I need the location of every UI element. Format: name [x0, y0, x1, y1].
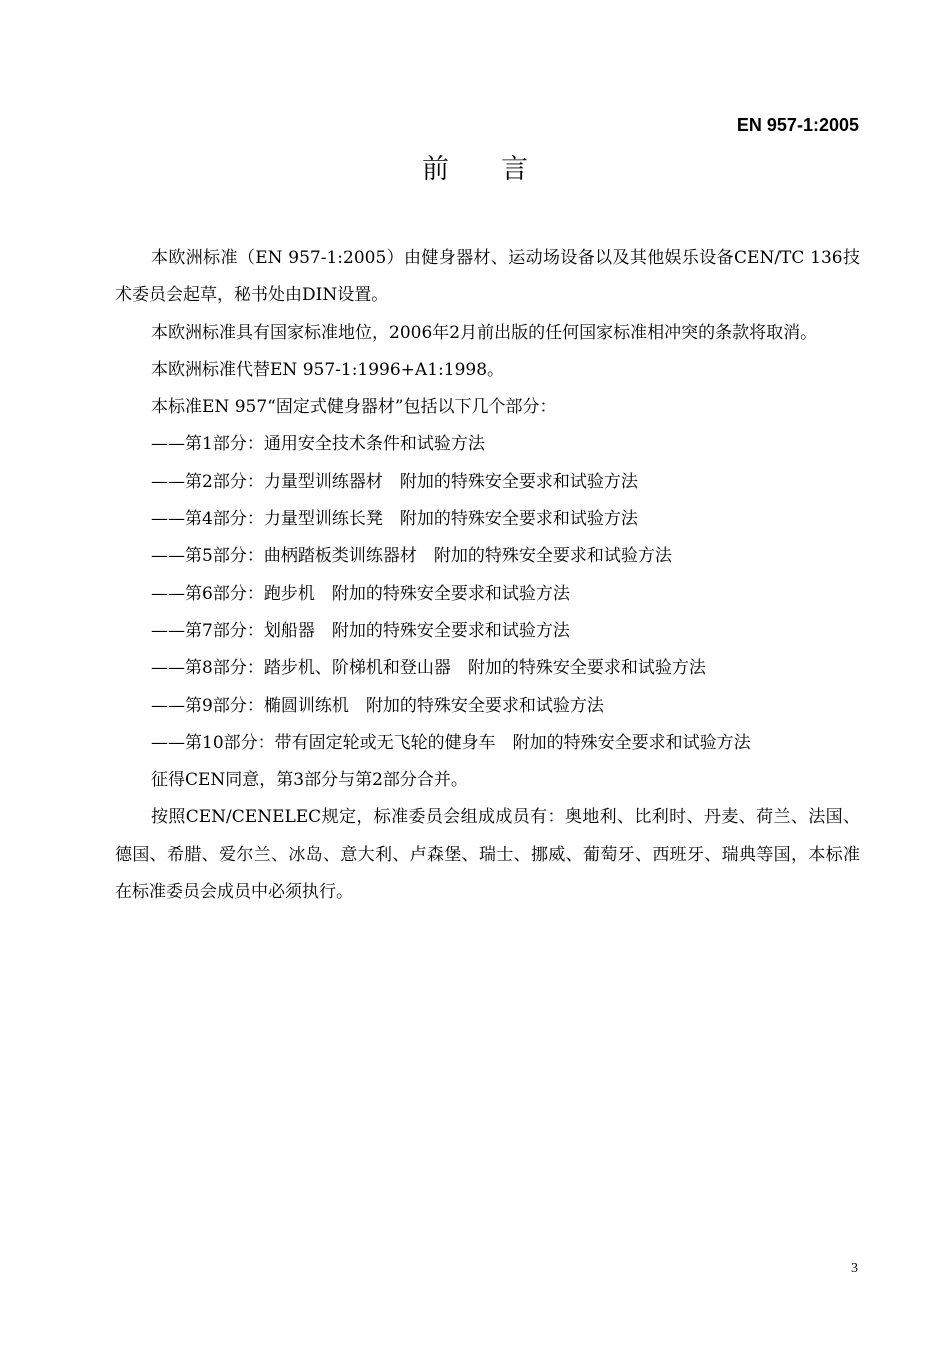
- list-item: ——第8部分：踏步机、阶梯机和登山器 附加的特殊安全要求和试验方法: [151, 658, 706, 679]
- list-item: ——第7部分：划船器 附加的特殊安全要求和试验方法: [151, 620, 570, 641]
- page-number: 3: [851, 1261, 858, 1276]
- list-item: ——第4部分：力量型训练长凳 附加的特殊安全要求和试验方法: [151, 509, 638, 530]
- list-item: ——第5部分：曲柄踏板类训练器材 附加的特殊安全要求和试验方法: [151, 546, 672, 567]
- list-item: ——第9部分：椭圆训练机 附加的特殊安全要求和试验方法: [151, 695, 604, 716]
- document-body: [115, 240, 860, 911]
- paragraph-supersedes: 本欧洲标准代替EN 957-1:1996+A1:1998。: [151, 359, 505, 380]
- list-item: ——第10部分：带有固定轮或无飞轮的健身车 附加的特殊安全要求和试验方法: [151, 732, 751, 753]
- paragraph-drafting: 本欧洲标准（EN 957-1:2005）由健身器材、运动场设备以及其他娱乐设备CEN/TC 136技术委员会起草，秘书处由DIN设置。: [115, 248, 860, 306]
- paragraph-parts-intro: 本标准EN 957“固定式健身器材”包括以下几个部分：: [151, 397, 557, 418]
- paragraph-merge-note: 征得CEN同意，第3部分与第2部分合并。: [151, 770, 468, 791]
- page-title: 前言: [422, 154, 580, 185]
- list-item: ——第1部分：通用安全技术条件和试验方法: [151, 434, 485, 455]
- list-item: ——第6部分：跑步机 附加的特殊安全要求和试验方法: [151, 583, 570, 604]
- paragraph-status: 本欧洲标准具有国家标准地位，2006年2月前出版的任何国家标准相冲突的条款将取消。: [151, 322, 818, 343]
- paragraph-members: 按照CEN/CENELEC规定，标准委员会组成成员有：奥地利、比利时、丹麦、荷兰、法国、德国、希腊、爱尔兰、冰岛、意大利、卢森堡、瑞士、挪威、葡萄牙、西班牙、瑞典等国，本标准在标准委员会成员中必须执行。: [115, 807, 860, 903]
- document-id: EN 957-1:2005: [736, 115, 859, 135]
- list-item: ——第2部分：力量型训练器材 附加的特殊安全要求和试验方法: [151, 471, 638, 492]
